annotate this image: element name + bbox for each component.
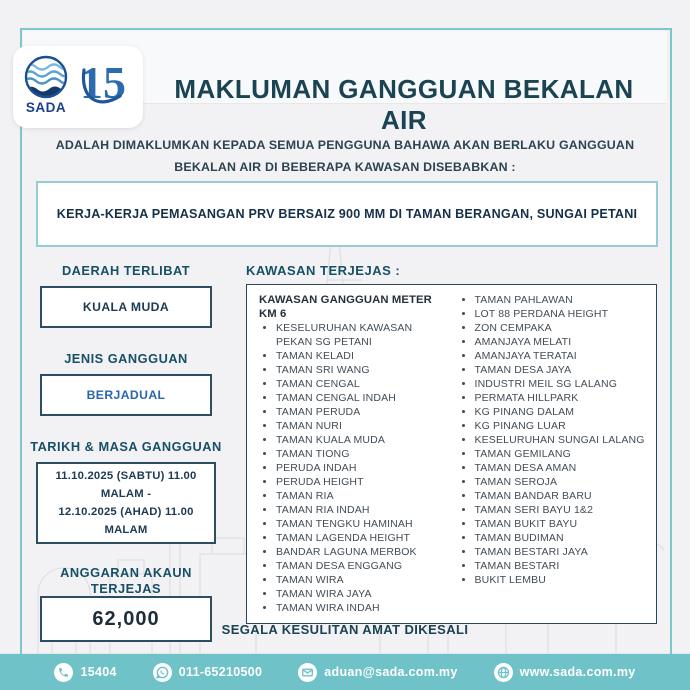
kawasan-list-item: • PERUDA HEIGHT: [276, 475, 450, 489]
kawasan-list-item: • TAMAN TENGKU HAMINAH: [276, 517, 450, 531]
kawasan-list-item: • TAMAN TIONG: [276, 447, 450, 461]
kawasan-list-item: • TAMAN RIA: [276, 489, 450, 503]
envelope-icon: [298, 663, 317, 682]
intro-line-1: ADALAH DIMAKLUMKAN KEPADA SEMUA PENGGUNA BAHAWA AKAN BERLAKU GANGGUAN: [55, 138, 635, 152]
kawasan-list-item: • KESELURUHAN KAWASAN PEKAN SG PETANI: [276, 321, 450, 349]
kawasan-list-item: • TAMAN DESA JAYA: [475, 363, 649, 377]
kawasan-list-item: • TAMAN WIRA INDAH: [276, 601, 450, 615]
whatsapp-icon: [153, 663, 172, 682]
contact-whatsapp: [153, 663, 263, 682]
kawasan-list-item: • TAMAN BESTARI JAYA: [475, 545, 649, 559]
kawasan-list-item: • TAMAN BUKIT BAYU: [475, 517, 649, 531]
kawasan-list-item: • TAMAN CENGAL INDAH: [276, 391, 450, 405]
kawasan-list-item: • LOT 88 PERDANA HEIGHT: [475, 307, 649, 321]
svg-text:15: 15: [80, 57, 126, 108]
kawasan-box: [246, 284, 657, 624]
kawasan-list-item: • AMANJAYA TERATAI: [475, 349, 649, 363]
kawasan-list-item: • ZON CEMPAKA: [475, 321, 649, 335]
kawasan-list-left: [259, 321, 450, 615]
daerah-label: DAERAH TERLIBAT: [61, 263, 191, 278]
kawasan-list-item: • AMANJAYA MELATI: [475, 335, 649, 349]
kawasan-list-item: • TAMAN LAGENDA HEIGHT: [276, 531, 450, 545]
kawasan-list-item: • TAMAN BUDIMAN: [475, 531, 649, 545]
kawasan-list-item: • TAMAN KUALA MUDA: [276, 433, 450, 447]
kawasan-left-cell: [259, 293, 450, 615]
kawasan-list-item: • TAMAN DESA AMAN: [475, 461, 649, 475]
kawasan-list-item: • PERUDA INDAH: [276, 461, 450, 475]
jenis-label: JENIS GANGGUAN: [64, 351, 188, 366]
kawasan-list-item: • TAMAN SRI WANG: [276, 363, 450, 377]
kawasan-list-item: • TAMAN SEROJA: [475, 475, 649, 489]
cause-box: KERJA-KERJA PEMASANGAN PRV BERSAIZ 900 MM DI TAMAN BERANGAN, SUNGAI PETANI: [36, 181, 658, 247]
svg-text:SADA: SADA: [25, 100, 67, 115]
details-column: [26, 263, 226, 642]
sada-15th-anniversary-logo: [22, 54, 134, 120]
tarikh-label: TARIKH & MASA GANGGUAN: [30, 439, 222, 454]
tarikh-value-box: [36, 462, 216, 544]
footer-contact-bar: [0, 654, 690, 690]
kawasan-list-item: • TAMAN RIA INDAH: [276, 503, 450, 517]
kawasan-list-item: • TAMAN KELADI: [276, 349, 450, 363]
akaun-label: ANGGARAN AKAUN TERJEJAS: [60, 565, 192, 596]
daerah-value-box: KUALA MUDA: [40, 286, 212, 328]
kawasan-list-right: [458, 293, 649, 587]
kawasan-list-item: • TAMAN SERI BAYU 1&2: [475, 503, 649, 517]
tarikh-line-2: 12.10.2025 (AHAD) 11.00 MALAM: [58, 506, 194, 537]
contact-phone: [54, 663, 116, 682]
kawasan-list-item: • TAMAN PAHLAWAN: [475, 293, 649, 307]
phone-number: 15404: [80, 665, 117, 679]
kawasan-list-item: • TAMAN DESA ENGGANG: [276, 559, 450, 573]
kawasan-group-title: KAWASAN GANGGUAN METER KM 6: [259, 294, 432, 320]
kawasan-list-item: • TAMAN BESTARI: [475, 559, 649, 573]
sada-logo-card: [13, 46, 143, 128]
kawasan-list-item: • KG PINANG DALAM: [475, 405, 649, 419]
tarikh-line-1: 11.10.2025 (SABTU) 11.00 MALAM -: [55, 469, 197, 500]
globe-icon: [494, 663, 513, 682]
kawasan-list-item: • INDUSTRI MEIL SG LALANG: [475, 377, 649, 391]
website-url: www.sada.com.my: [519, 665, 636, 679]
kawasan-right-cell: [458, 293, 649, 615]
page-title: MAKLUMAN GANGGUAN BEKALAN AIR: [174, 74, 634, 135]
kawasan-list-item: • KG PINANG LUAR: [475, 419, 649, 433]
kawasan-list-item: • TAMAN BANDAR BARU: [475, 489, 649, 503]
kawasan-list-item: • PERMATA HILLPARK: [475, 391, 649, 405]
closing-apology: SEGALA KESULITAN AMAT DIKESALI: [221, 622, 469, 637]
kawasan-heading: KAWASAN TERJEJAS :: [246, 263, 401, 278]
kawasan-list-item: • TAMAN CENGAL: [276, 377, 450, 391]
phone-icon: [54, 663, 73, 682]
jenis-value-box: BERJADUAL: [40, 374, 212, 416]
kawasan-list-item: • BUKIT LEMBU: [475, 573, 649, 587]
intro-line-2: BEKALAN AIR DI BEBERAPA KAWASAN DISEBABKAN :: [174, 160, 516, 175]
email-address: aduan@sada.com.my: [324, 665, 458, 679]
kawasan-list-item: • TAMAN GEMILANG: [475, 447, 649, 461]
contact-email: [298, 663, 457, 682]
whatsapp-number: 011-65210500: [178, 665, 263, 679]
kawasan-list-item: • TAMAN NURI: [276, 419, 450, 433]
contact-website: [494, 663, 636, 682]
kawasan-list-item: • TAMAN WIRA: [276, 573, 450, 587]
kawasan-section: [246, 263, 657, 624]
akaun-value-box: 62,000: [40, 596, 212, 642]
kawasan-list-item: • KESELURUHAN SUNGAI LALANG: [475, 433, 649, 447]
intro-text: [40, 134, 650, 179]
kawasan-list-item: • TAMAN WIRA JAYA: [276, 587, 450, 601]
kawasan-list-item: • BANDAR LAGUNA MERBOK: [276, 545, 450, 559]
kawasan-list-item: • TAMAN PERUDA: [276, 405, 450, 419]
